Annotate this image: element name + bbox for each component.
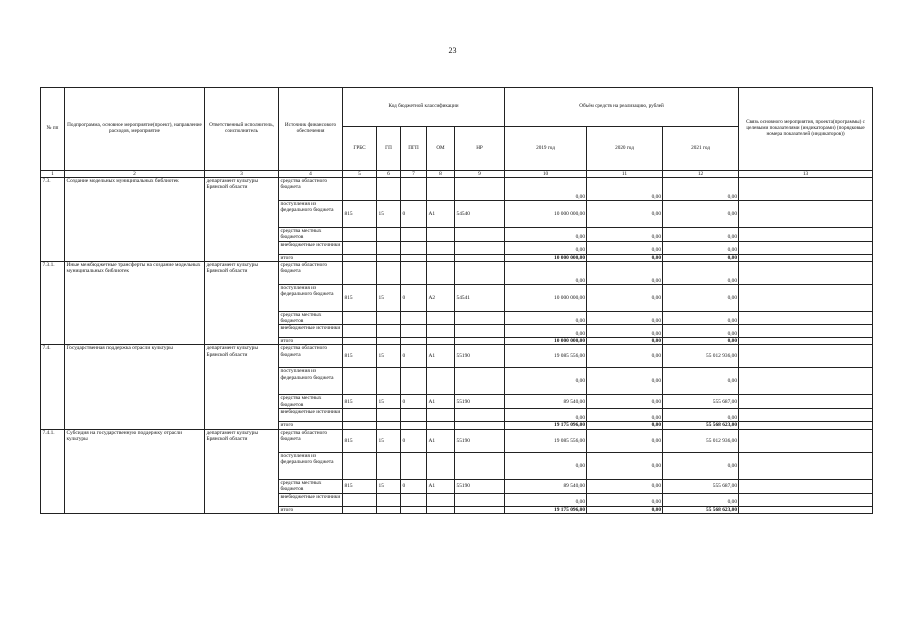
value-2019: 0,00 xyxy=(505,311,587,324)
total-2019: 10 000 000,00 xyxy=(505,254,587,261)
source-total: итого xyxy=(279,338,343,345)
code-gp xyxy=(377,261,401,284)
source-total: итого xyxy=(279,506,343,513)
value-2021: 0,00 xyxy=(663,201,739,228)
code-gp: 15 xyxy=(377,345,401,368)
code-om xyxy=(427,452,455,479)
code-pgp xyxy=(401,261,427,284)
value-2020: 0,00 xyxy=(587,241,663,254)
source-local: средства местных бюджетов xyxy=(279,479,343,493)
value-2019: 19 085 556,00 xyxy=(505,429,587,452)
code-om xyxy=(427,241,455,254)
value-2020: 0,00 xyxy=(587,368,663,395)
link-cell xyxy=(739,395,873,409)
header-year-2019: 2019 год xyxy=(505,127,587,171)
code-grbs: 815 xyxy=(343,345,377,368)
value-2021: 0,00 xyxy=(663,284,739,311)
value-2020: 0,00 xyxy=(587,395,663,409)
code-grbs: 815 xyxy=(343,284,377,311)
code-om xyxy=(427,506,455,513)
column-number: 13 xyxy=(739,171,873,178)
total-2021: 55 568 623,00 xyxy=(663,506,739,513)
link-cell xyxy=(739,261,873,284)
link-cell xyxy=(739,479,873,493)
value-2021: 0,00 xyxy=(663,409,739,422)
value-2019: 0,00 xyxy=(505,261,587,284)
code-grbs xyxy=(343,422,377,429)
item-name: Иные межбюджетные трансферты на создание модельных муниципальных библиотек xyxy=(65,261,205,345)
value-2021: 0,00 xyxy=(663,228,739,241)
code-gp: 15 xyxy=(377,395,401,409)
code-om: А2 xyxy=(427,284,455,311)
code-gp xyxy=(377,178,401,201)
code-gp: 15 xyxy=(377,201,401,228)
value-2020: 0,00 xyxy=(587,178,663,201)
source-regional: средства областного бюджета xyxy=(279,345,343,368)
header-year-2021: 2021 год xyxy=(663,127,739,171)
value-2021: 55 012 936,00 xyxy=(663,345,739,368)
table-row xyxy=(41,429,873,452)
value-2020: 0,00 xyxy=(587,228,663,241)
header-link: Связь основного мероприятия, проекта(программы) с целевыми показателями (индикаторами) (порядковые номера показателей (индикаторов)) xyxy=(739,88,873,171)
code-om: А1 xyxy=(427,429,455,452)
code-gp: 15 xyxy=(377,284,401,311)
column-number: 5 xyxy=(343,171,377,178)
code-np xyxy=(455,261,505,284)
code-gp xyxy=(377,493,401,506)
value-2020: 0,00 xyxy=(587,429,663,452)
value-2021: 0,00 xyxy=(663,241,739,254)
code-grbs xyxy=(343,311,377,324)
code-pgp xyxy=(401,409,427,422)
code-om xyxy=(427,261,455,284)
code-gp xyxy=(377,228,401,241)
value-2020: 0,00 xyxy=(587,261,663,284)
code-om: А1 xyxy=(427,479,455,493)
code-om xyxy=(427,311,455,324)
column-number: 12 xyxy=(663,171,739,178)
code-np xyxy=(455,452,505,479)
budget-table xyxy=(40,87,873,514)
code-grbs xyxy=(343,493,377,506)
code-om xyxy=(427,409,455,422)
source-regional: средства областного бюджета xyxy=(279,261,343,284)
link-cell xyxy=(739,493,873,506)
column-numbers-row xyxy=(41,171,873,178)
item-responsible: департамент культуры Брянской области xyxy=(205,345,279,429)
code-gp xyxy=(377,368,401,395)
value-2019: 0,00 xyxy=(505,452,587,479)
value-2020: 0,00 xyxy=(587,311,663,324)
code-np xyxy=(455,506,505,513)
link-cell xyxy=(739,228,873,241)
page-number: 23 xyxy=(448,46,457,55)
link-cell xyxy=(739,325,873,338)
header-responsible: Ответственный исполнитель, соисполнитель xyxy=(205,88,279,171)
code-pgp: 0 xyxy=(401,429,427,452)
source-extra: внебюджетные источники xyxy=(279,409,343,422)
item-number: 7.3. xyxy=(41,178,65,262)
value-2020: 0,00 xyxy=(587,493,663,506)
value-2021: 0,00 xyxy=(663,178,739,201)
code-pgp xyxy=(401,178,427,201)
code-np xyxy=(455,368,505,395)
item-name: Создание модельных муниципальных библиотек xyxy=(65,178,205,262)
column-number: 10 xyxy=(505,171,587,178)
value-2021: 555 687,00 xyxy=(663,479,739,493)
item-number: 7.4.1. xyxy=(41,429,65,513)
value-2019: 10 000 000,00 xyxy=(505,201,587,228)
code-om xyxy=(427,422,455,429)
code-pgp xyxy=(401,325,427,338)
total-2019: 19 175 096,00 xyxy=(505,422,587,429)
code-pgp xyxy=(401,422,427,429)
header-pgp: ПГП xyxy=(401,127,427,171)
code-gp: 15 xyxy=(377,479,401,493)
item-responsible: департамент культуры Брянской области xyxy=(205,261,279,345)
code-om xyxy=(427,493,455,506)
item-name: Государственная поддержка отрасли культуры xyxy=(65,345,205,429)
code-np: 54540 xyxy=(455,201,505,228)
item-number: 7.4. xyxy=(41,345,65,429)
code-grbs xyxy=(343,178,377,201)
code-om: А1 xyxy=(427,345,455,368)
budget-table-container xyxy=(40,87,872,514)
code-om xyxy=(427,254,455,261)
code-np xyxy=(455,338,505,345)
code-grbs xyxy=(343,338,377,345)
code-grbs xyxy=(343,409,377,422)
code-pgp xyxy=(401,452,427,479)
code-pgp xyxy=(401,311,427,324)
code-pgp xyxy=(401,241,427,254)
code-gp xyxy=(377,311,401,324)
column-number: 6 xyxy=(377,171,401,178)
code-grbs: 815 xyxy=(343,201,377,228)
value-2019: 0,00 xyxy=(505,325,587,338)
link-cell xyxy=(739,241,873,254)
value-2020: 0,00 xyxy=(587,409,663,422)
code-grbs: 815 xyxy=(343,429,377,452)
code-om xyxy=(427,368,455,395)
code-pgp: 0 xyxy=(401,395,427,409)
column-number: 3 xyxy=(205,171,279,178)
header-np: НР xyxy=(455,127,505,171)
source-extra: внебюджетные источники xyxy=(279,241,343,254)
table-body xyxy=(41,178,873,514)
total-2021: 55 568 623,00 xyxy=(663,422,739,429)
total-2019: 19 175 096,00 xyxy=(505,506,587,513)
value-2020: 0,00 xyxy=(587,325,663,338)
value-2019: 0,00 xyxy=(505,228,587,241)
header-year-2020: 2020 год xyxy=(587,127,663,171)
code-pgp xyxy=(401,506,427,513)
code-grbs xyxy=(343,368,377,395)
value-2019: 10 000 000,00 xyxy=(505,284,587,311)
link-cell xyxy=(739,368,873,395)
value-2019: 0,00 xyxy=(505,409,587,422)
link-cell xyxy=(739,201,873,228)
code-gp xyxy=(377,338,401,345)
link-cell xyxy=(739,178,873,201)
column-number: 2 xyxy=(65,171,205,178)
header-volume-group: Объём средств на реализацию, рублей xyxy=(505,88,739,127)
source-federal: поступления из федерального бюджета xyxy=(279,284,343,311)
value-2021: 0,00 xyxy=(663,452,739,479)
code-gp xyxy=(377,506,401,513)
column-number: 4 xyxy=(279,171,343,178)
source-regional: средства областного бюджета xyxy=(279,429,343,452)
link-cell xyxy=(739,422,873,429)
item-name: Субсидия на государственную поддержку отрасли культуры xyxy=(65,429,205,513)
total-2019: 10 000 000,00 xyxy=(505,338,587,345)
link-cell xyxy=(739,409,873,422)
code-gp: 15 xyxy=(377,429,401,452)
total-2020: 0,00 xyxy=(587,422,663,429)
total-2020: 0,00 xyxy=(587,254,663,261)
column-number: 7 xyxy=(401,171,427,178)
code-gp xyxy=(377,409,401,422)
code-pgp xyxy=(401,368,427,395)
link-cell xyxy=(739,429,873,452)
code-grbs xyxy=(343,254,377,261)
code-pgp: 0 xyxy=(401,345,427,368)
code-pgp: 0 xyxy=(401,284,427,311)
total-2020: 0,00 xyxy=(587,338,663,345)
value-2019: 89 540,00 xyxy=(505,395,587,409)
total-2021: 0,00 xyxy=(663,254,739,261)
code-np xyxy=(455,409,505,422)
total-2020: 0,00 xyxy=(587,506,663,513)
table-row xyxy=(41,345,873,368)
code-np xyxy=(455,493,505,506)
link-cell xyxy=(739,452,873,479)
source-regional: средства областного бюджета xyxy=(279,178,343,201)
code-gp xyxy=(377,241,401,254)
header-program: Подпрограмма, основное мероприятие(проект), направление расходов, мероприятие xyxy=(65,88,205,171)
link-cell xyxy=(739,338,873,345)
code-pgp xyxy=(401,338,427,345)
column-number: 8 xyxy=(427,171,455,178)
source-extra: внебюджетные источники xyxy=(279,493,343,506)
value-2020: 0,00 xyxy=(587,479,663,493)
link-cell xyxy=(739,345,873,368)
link-cell xyxy=(739,506,873,513)
source-total: итого xyxy=(279,254,343,261)
column-number: 1 xyxy=(41,171,65,178)
link-cell xyxy=(739,254,873,261)
code-gp xyxy=(377,452,401,479)
code-gp xyxy=(377,422,401,429)
item-number: 7.3.1. xyxy=(41,261,65,345)
code-om: А1 xyxy=(427,201,455,228)
code-om: А1 xyxy=(427,395,455,409)
code-grbs: 815 xyxy=(343,479,377,493)
value-2021: 0,00 xyxy=(663,368,739,395)
source-federal: поступления из федерального бюджета xyxy=(279,452,343,479)
header-gp: ГП xyxy=(377,127,401,171)
column-number: 11 xyxy=(587,171,663,178)
code-grbs xyxy=(343,452,377,479)
table-row xyxy=(41,261,873,284)
value-2021: 0,00 xyxy=(663,261,739,284)
value-2021: 0,00 xyxy=(663,311,739,324)
code-np xyxy=(455,422,505,429)
code-np: 54541 xyxy=(455,284,505,311)
code-grbs: 815 xyxy=(343,395,377,409)
item-responsible: департамент культуры Брянской области xyxy=(205,429,279,513)
code-np xyxy=(455,254,505,261)
code-np xyxy=(455,178,505,201)
code-grbs xyxy=(343,241,377,254)
total-2021: 0,00 xyxy=(663,338,739,345)
code-pgp: 0 xyxy=(401,479,427,493)
source-local: средства местных бюджетов xyxy=(279,228,343,241)
code-grbs xyxy=(343,506,377,513)
header-source: Источник финансового обеспечения xyxy=(279,88,343,171)
code-np: 55190 xyxy=(455,429,505,452)
column-number: 9 xyxy=(455,171,505,178)
code-np xyxy=(455,241,505,254)
code-np: 55190 xyxy=(455,395,505,409)
header-om: ОМ xyxy=(427,127,455,171)
value-2020: 0,00 xyxy=(587,201,663,228)
value-2019: 19 085 556,00 xyxy=(505,345,587,368)
code-np: 55190 xyxy=(455,479,505,493)
code-np xyxy=(455,228,505,241)
source-extra: внебюджетные источники xyxy=(279,325,343,338)
value-2020: 0,00 xyxy=(587,452,663,479)
link-cell xyxy=(739,284,873,311)
code-grbs xyxy=(343,261,377,284)
source-local: средства местных бюджетов xyxy=(279,395,343,409)
code-grbs xyxy=(343,228,377,241)
value-2019: 89 540,00 xyxy=(505,479,587,493)
code-pgp xyxy=(401,493,427,506)
source-total: итого xyxy=(279,422,343,429)
source-federal: поступления из федерального бюджета xyxy=(279,201,343,228)
value-2019: 0,00 xyxy=(505,241,587,254)
value-2019: 0,00 xyxy=(505,493,587,506)
header-no: № пп xyxy=(41,88,65,171)
source-federal: поступления из федерального бюджета xyxy=(279,368,343,395)
code-gp xyxy=(377,254,401,261)
link-cell xyxy=(739,311,873,324)
code-pgp xyxy=(401,254,427,261)
item-responsible: департамент культуры Брянской области xyxy=(205,178,279,262)
header-kbk-group: Код бюджетной классификации xyxy=(343,88,505,127)
value-2019: 0,00 xyxy=(505,178,587,201)
value-2021: 0,00 xyxy=(663,325,739,338)
code-om xyxy=(427,325,455,338)
value-2021: 55 012 936,00 xyxy=(663,429,739,452)
code-om xyxy=(427,338,455,345)
value-2021: 0,00 xyxy=(663,493,739,506)
value-2020: 0,00 xyxy=(587,345,663,368)
code-om xyxy=(427,228,455,241)
code-np xyxy=(455,325,505,338)
table-row xyxy=(41,178,873,201)
code-grbs xyxy=(343,325,377,338)
code-pgp: 0 xyxy=(401,201,427,228)
value-2020: 0,00 xyxy=(587,284,663,311)
value-2019: 0,00 xyxy=(505,368,587,395)
code-gp xyxy=(377,325,401,338)
value-2021: 555 687,00 xyxy=(663,395,739,409)
code-np: 55190 xyxy=(455,345,505,368)
code-pgp xyxy=(401,228,427,241)
source-local: средства местных бюджетов xyxy=(279,311,343,324)
code-np xyxy=(455,311,505,324)
code-om xyxy=(427,178,455,201)
header-grbs: ГРБС xyxy=(343,127,377,171)
